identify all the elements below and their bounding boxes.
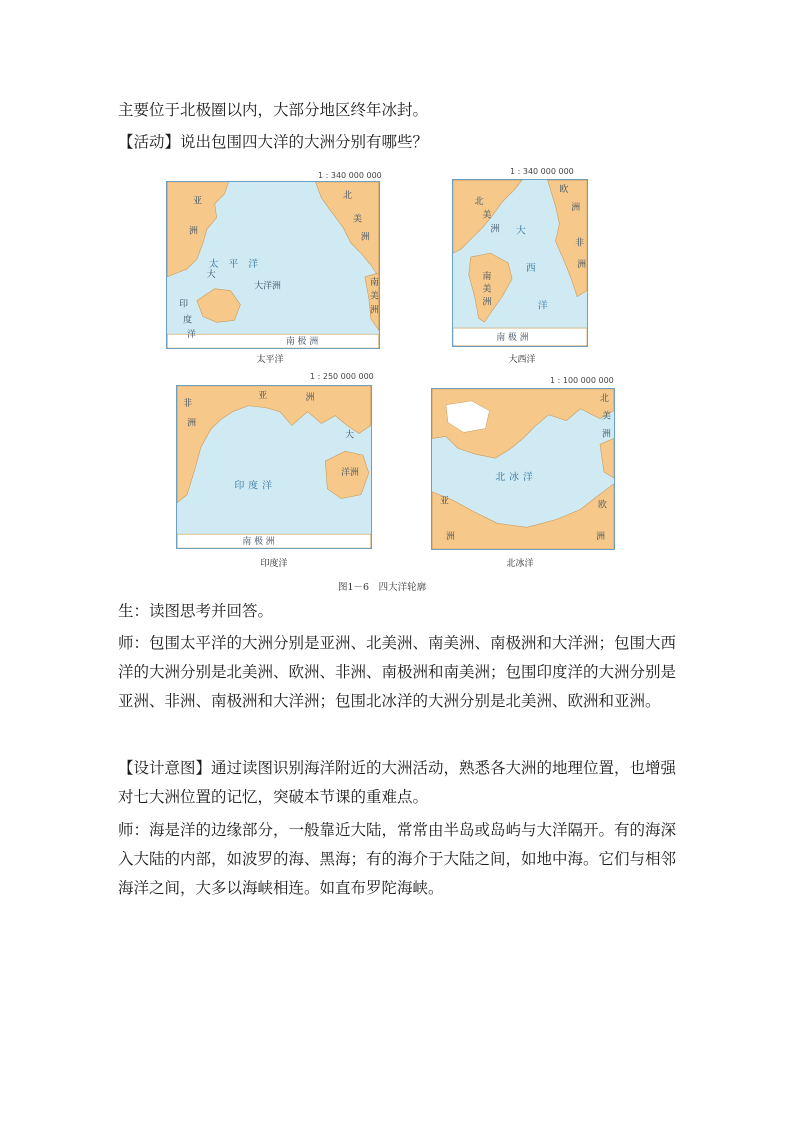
- pacific-label-da: 大: [206, 269, 216, 280]
- arctic-label-zhou3: 洲: [596, 532, 605, 543]
- pacific-map: [166, 181, 380, 349]
- atlantic-label-nanjizhou: 南 极 洲: [496, 332, 529, 343]
- indian-label-fei: 非: [183, 398, 192, 409]
- atlantic-map-graphic: [453, 180, 587, 346]
- indian-map-graphic: [177, 386, 371, 548]
- indian-label-nanjizhou: 南 极 洲: [242, 537, 275, 548]
- atlantic-label-zhou: 洲: [490, 224, 500, 235]
- arctic-scale: 1 : 100 000 000: [550, 376, 614, 385]
- indian-scale: 1 : 250 000 000: [310, 372, 374, 381]
- atlantic-caption: 大西洋: [508, 355, 536, 365]
- arctic-label-zhou2: 洲: [445, 532, 455, 543]
- pacific-caption: 太平洋: [256, 355, 284, 365]
- arctic-label-zhou: 洲: [602, 429, 611, 440]
- atlantic-label-mei: 美: [482, 210, 492, 221]
- figure-caption: 图1－6 四大洋轮廓: [338, 582, 427, 593]
- indian-label-zhou2: 洲: [187, 418, 196, 429]
- indian-label-ya: 亚: [258, 390, 268, 401]
- pacific-label-mei2: 美: [369, 291, 379, 302]
- arctic-label-ou: 欧: [598, 500, 607, 511]
- design-intent: 【设计意图】通过读图识别海洋附近的大洲活动，熟悉各大洲的地理位置，也增强对七大洲位置的记忆，突破本节课的重难点。: [118, 759, 677, 806]
- pacific-label-bei: 北: [343, 190, 353, 201]
- atlantic-label-nan: 南: [482, 271, 492, 282]
- arctic-map-graphic: [432, 389, 614, 549]
- indian-ocean-name: 印度洋: [234, 480, 276, 492]
- atlantic-label-zhou-e: 洲: [571, 202, 581, 213]
- atlantic-label-zhou-f: 洲: [577, 259, 587, 270]
- indian-label-yangzhou: 洋洲: [341, 467, 359, 478]
- indian-label-zhou1: 洲: [305, 392, 315, 403]
- arctic-label-mei: 美: [602, 411, 611, 422]
- atlantic-label-xi: 西: [525, 262, 546, 274]
- pacific-label-zhou2: 洲: [360, 232, 370, 243]
- teacher-answer: 师：包围太平洋的大洲分别是亚洲、北美洲、南美洲、南极洲和大洋洲；包围大西洋的大洲分别是北美洲、欧洲、非洲、南极洲和南美洲；包围印度洋的大洲分别是亚洲、非洲、南极洲和大洋洲；包围北冰洋的大洲分别是北美洲、欧洲和亚洲。: [118, 634, 677, 710]
- indian-label-da: 大: [345, 430, 354, 441]
- atlantic-label-ou: 欧: [559, 185, 569, 196]
- pacific-map-graphic: [167, 182, 379, 348]
- pacific-label-yin: 印: [179, 299, 189, 310]
- pacific-scale: 1 : 340 000 000: [318, 171, 382, 180]
- pacific-label-zhou1: 洲: [189, 226, 198, 237]
- arctic-map: [431, 388, 615, 550]
- atlantic-map: [452, 179, 588, 347]
- pacific-label-dayangzhou: 大洋洲: [254, 281, 281, 292]
- arctic-label-ya: 亚: [440, 496, 449, 507]
- arctic-caption: 北冰洋: [506, 559, 534, 569]
- pacific-label-zhou3: 洲: [369, 305, 379, 316]
- atlantic-label-bei: 北: [474, 196, 484, 207]
- pacific-label-nanjizhou: 南 极 洲: [285, 337, 319, 348]
- pacific-ocean-name: 太平洋: [208, 258, 269, 270]
- arctic-label-bei: 北: [600, 393, 609, 404]
- atlantic-label-yang: 洋: [537, 300, 558, 312]
- atlantic-label-mei2: 美: [482, 284, 492, 295]
- activity-prompt: 【活动】说出包围四大洋的大洲分别有哪些？: [118, 133, 429, 151]
- indian-caption: 印度洋: [260, 559, 288, 569]
- atlantic-label-zhou2: 洲: [482, 297, 492, 308]
- indian-map: [176, 385, 372, 549]
- atlantic-scale: 1 : 340 000 000: [510, 167, 574, 176]
- arctic-ocean-name: 北冰洋: [495, 471, 537, 483]
- text-line-1: 主要位于北极圈以内，大部分地区终年冰封。: [118, 101, 429, 119]
- pacific-label-ya: 亚: [192, 196, 202, 207]
- pacific-label-yang: 洋: [187, 330, 196, 341]
- teacher-explanation: 师：海是洋的边缘部分，一般靠近大陆，常常由半岛或岛屿与大洋隔开。有的海深入大陆的内部，如波罗的海、黑海；有的海介于大陆之间，如地中海。它们与相邻海洋之间，大多以海峡相连。如直布罗陀海峡。: [118, 821, 677, 897]
- pacific-label-mei: 美: [353, 214, 362, 225]
- atlantic-label-da: 大: [516, 225, 536, 237]
- pacific-label-nan: 南: [369, 277, 379, 288]
- atlantic-label-fei: 非: [575, 238, 585, 249]
- pacific-label-du: 度: [183, 315, 192, 326]
- text-line-student: 生：读图思考并回答。: [118, 602, 274, 620]
